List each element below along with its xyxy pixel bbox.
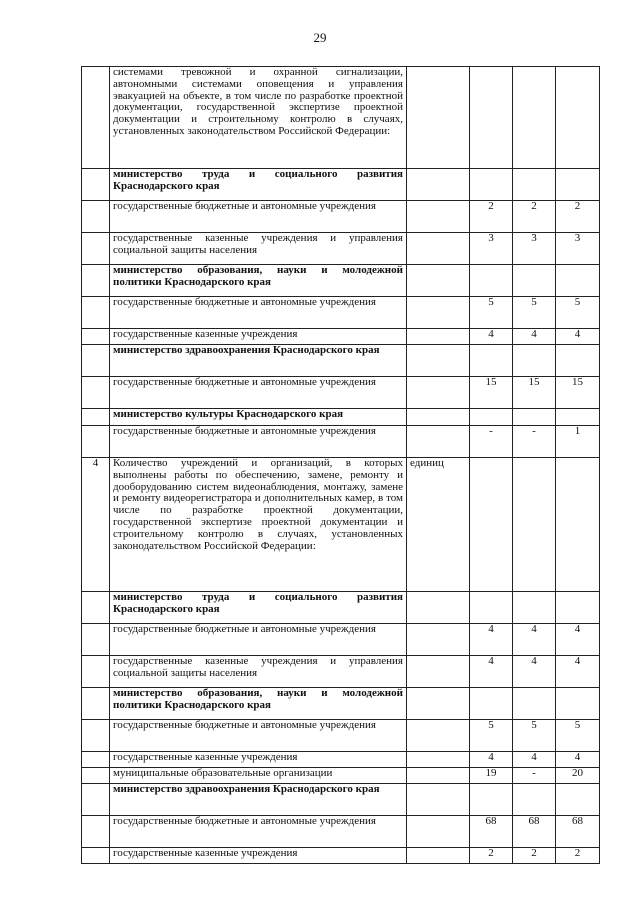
value-year-2: 4 xyxy=(513,752,556,768)
value-year-2: 68 xyxy=(513,816,556,848)
value-year-3: 4 xyxy=(556,752,600,768)
row-number xyxy=(82,67,110,169)
unit-cell xyxy=(407,169,470,201)
row-description: государственные казенные учреждения и управления социальной защиты населения xyxy=(110,656,407,688)
table-row xyxy=(82,752,600,768)
table-row xyxy=(82,233,600,265)
row-description: Количество учреждений и организаций, в которых выполнены работы по обеспечению, замене, ремонту и дооборудованию систем видеонаблюдения, монтажу, замене и ремонту видеорегистратора и дополнительных камер, в том числе по разработке проектной документации, государственной экспертизе проектной документации и строительному контролю в случаях, установленных законодательством Российской Федерации: xyxy=(110,458,407,592)
value-year-3 xyxy=(556,688,600,720)
row-description: государственные бюджетные и автономные учреждения xyxy=(110,201,407,233)
row-number xyxy=(82,656,110,688)
value-year-1: 4 xyxy=(470,752,513,768)
value-year-2: 3 xyxy=(513,233,556,265)
row-description: государственные казенные учреждения xyxy=(110,752,407,768)
value-year-3: 2 xyxy=(556,848,600,864)
row-description: государственные казенные учреждения xyxy=(110,848,407,864)
value-year-1 xyxy=(470,67,513,169)
table-section-row xyxy=(82,345,600,377)
row-number xyxy=(82,752,110,768)
value-year-2: 2 xyxy=(513,848,556,864)
section-title: министерство образования, науки и молодежной политики Краснодарского края xyxy=(110,265,407,297)
value-year-2: 4 xyxy=(513,329,556,345)
value-year-3 xyxy=(556,409,600,426)
section-title: министерство здравоохранения Краснодарского края xyxy=(110,784,407,816)
unit-cell xyxy=(407,426,470,458)
section-title: министерство культуры Краснодарского края xyxy=(110,409,407,426)
section-title: министерство здравоохранения Краснодарского края xyxy=(110,345,407,377)
row-number xyxy=(82,329,110,345)
unit-cell xyxy=(407,816,470,848)
unit-cell xyxy=(407,752,470,768)
unit-cell xyxy=(407,265,470,297)
row-number xyxy=(82,848,110,864)
value-year-2 xyxy=(513,458,556,592)
value-year-1: 19 xyxy=(470,768,513,784)
value-year-3: 20 xyxy=(556,768,600,784)
table-row xyxy=(82,816,600,848)
row-description: системами тревожной и охранной сигнализации, автономными системами оповещения и управления эвакуацией на объекте, в том числе по разработке проектной документации, государственной экспертизе проектной документации и строительному контролю в случаях, установленных законодательством Российской Федерации: xyxy=(110,67,407,169)
unit-cell xyxy=(407,345,470,377)
value-year-2 xyxy=(513,409,556,426)
unit-cell xyxy=(407,656,470,688)
value-year-1: 15 xyxy=(470,377,513,409)
table-row xyxy=(82,458,600,592)
table-section-row xyxy=(82,265,600,297)
value-year-2: 5 xyxy=(513,720,556,752)
row-description: государственные бюджетные и автономные учреждения xyxy=(110,377,407,409)
row-number xyxy=(82,201,110,233)
value-year-3: 4 xyxy=(556,624,600,656)
row-description: государственные бюджетные и автономные учреждения xyxy=(110,426,407,458)
value-year-2: 15 xyxy=(513,377,556,409)
value-year-2: 2 xyxy=(513,201,556,233)
table-section-row xyxy=(82,169,600,201)
table-section-row xyxy=(82,688,600,720)
indicators-table xyxy=(81,66,600,864)
unit-cell xyxy=(407,377,470,409)
value-year-1: 4 xyxy=(470,329,513,345)
table-row xyxy=(82,377,600,409)
value-year-2 xyxy=(513,688,556,720)
row-number xyxy=(82,345,110,377)
page-number: 29 xyxy=(313,30,327,45)
value-year-3: 5 xyxy=(556,297,600,329)
unit-cell xyxy=(407,329,470,345)
table-body xyxy=(82,67,600,864)
value-year-2 xyxy=(513,67,556,169)
unit-cell xyxy=(407,297,470,329)
value-year-1 xyxy=(470,458,513,592)
unit-cell xyxy=(407,233,470,265)
value-year-2: - xyxy=(513,768,556,784)
value-year-1 xyxy=(470,688,513,720)
row-number xyxy=(82,720,110,752)
value-year-1: 5 xyxy=(470,720,513,752)
value-year-3 xyxy=(556,265,600,297)
value-year-3 xyxy=(556,67,600,169)
row-description: государственные бюджетные и автономные учреждения xyxy=(110,297,407,329)
row-description: государственные бюджетные и автономные учреждения xyxy=(110,720,407,752)
row-number xyxy=(82,624,110,656)
unit-cell xyxy=(407,784,470,816)
unit-cell xyxy=(407,688,470,720)
unit-cell xyxy=(407,848,470,864)
table-section-row xyxy=(82,784,600,816)
row-number xyxy=(82,297,110,329)
value-year-1: 4 xyxy=(470,656,513,688)
unit-cell xyxy=(407,768,470,784)
value-year-3 xyxy=(556,592,600,624)
value-year-1 xyxy=(470,169,513,201)
value-year-3 xyxy=(556,458,600,592)
value-year-1: 4 xyxy=(470,624,513,656)
value-year-1 xyxy=(470,784,513,816)
table-row xyxy=(82,67,600,169)
row-description: государственные бюджетные и автономные учреждения xyxy=(110,816,407,848)
section-title: министерство труда и социального развития Краснодарского края xyxy=(110,169,407,201)
row-description: государственные казенные учреждения и управления социальной защиты населения xyxy=(110,233,407,265)
row-number xyxy=(82,688,110,720)
value-year-1 xyxy=(470,592,513,624)
value-year-2: 4 xyxy=(513,656,556,688)
unit-cell xyxy=(407,624,470,656)
table-row xyxy=(82,297,600,329)
row-number xyxy=(82,592,110,624)
table-row xyxy=(82,720,600,752)
table-row xyxy=(82,201,600,233)
row-number xyxy=(82,409,110,426)
table-row xyxy=(82,656,600,688)
row-number xyxy=(82,265,110,297)
value-year-1: 68 xyxy=(470,816,513,848)
unit-cell xyxy=(407,67,470,169)
unit-cell xyxy=(407,201,470,233)
table-section-row xyxy=(82,409,600,426)
table-row xyxy=(82,426,600,458)
unit-cell: единиц xyxy=(407,458,470,592)
table-row xyxy=(82,848,600,864)
value-year-3: 5 xyxy=(556,720,600,752)
table-section-row xyxy=(82,592,600,624)
value-year-3: 3 xyxy=(556,233,600,265)
value-year-3 xyxy=(556,784,600,816)
value-year-3: 2 xyxy=(556,201,600,233)
value-year-2: 4 xyxy=(513,624,556,656)
row-number xyxy=(82,426,110,458)
unit-cell xyxy=(407,592,470,624)
value-year-2 xyxy=(513,784,556,816)
value-year-1: 5 xyxy=(470,297,513,329)
table-row xyxy=(82,768,600,784)
value-year-2 xyxy=(513,265,556,297)
section-title: министерство образования, науки и молодежной политики Краснодарского края xyxy=(110,688,407,720)
table-row xyxy=(82,329,600,345)
value-year-1 xyxy=(470,409,513,426)
unit-cell xyxy=(407,720,470,752)
value-year-3 xyxy=(556,345,600,377)
value-year-3: 68 xyxy=(556,816,600,848)
value-year-1: 2 xyxy=(470,848,513,864)
value-year-2 xyxy=(513,169,556,201)
value-year-1: - xyxy=(470,426,513,458)
value-year-2: 5 xyxy=(513,297,556,329)
row-description: государственные казенные учреждения xyxy=(110,329,407,345)
row-description: муниципальные образовательные организации xyxy=(110,768,407,784)
value-year-3: 4 xyxy=(556,329,600,345)
value-year-3 xyxy=(556,169,600,201)
row-number xyxy=(82,784,110,816)
value-year-1 xyxy=(470,345,513,377)
row-number xyxy=(82,377,110,409)
value-year-2 xyxy=(513,592,556,624)
value-year-2: - xyxy=(513,426,556,458)
value-year-3: 4 xyxy=(556,656,600,688)
value-year-1 xyxy=(470,265,513,297)
row-number xyxy=(82,816,110,848)
value-year-1: 3 xyxy=(470,233,513,265)
value-year-3: 15 xyxy=(556,377,600,409)
row-number xyxy=(82,768,110,784)
unit-cell xyxy=(407,409,470,426)
value-year-3: 1 xyxy=(556,426,600,458)
value-year-2 xyxy=(513,345,556,377)
row-number xyxy=(82,233,110,265)
row-description: государственные бюджетные и автономные учреждения xyxy=(110,624,407,656)
row-number xyxy=(82,169,110,201)
value-year-1: 2 xyxy=(470,201,513,233)
section-title: министерство труда и социального развития Краснодарского края xyxy=(110,592,407,624)
table-row xyxy=(82,624,600,656)
row-number: 4 xyxy=(82,458,110,592)
